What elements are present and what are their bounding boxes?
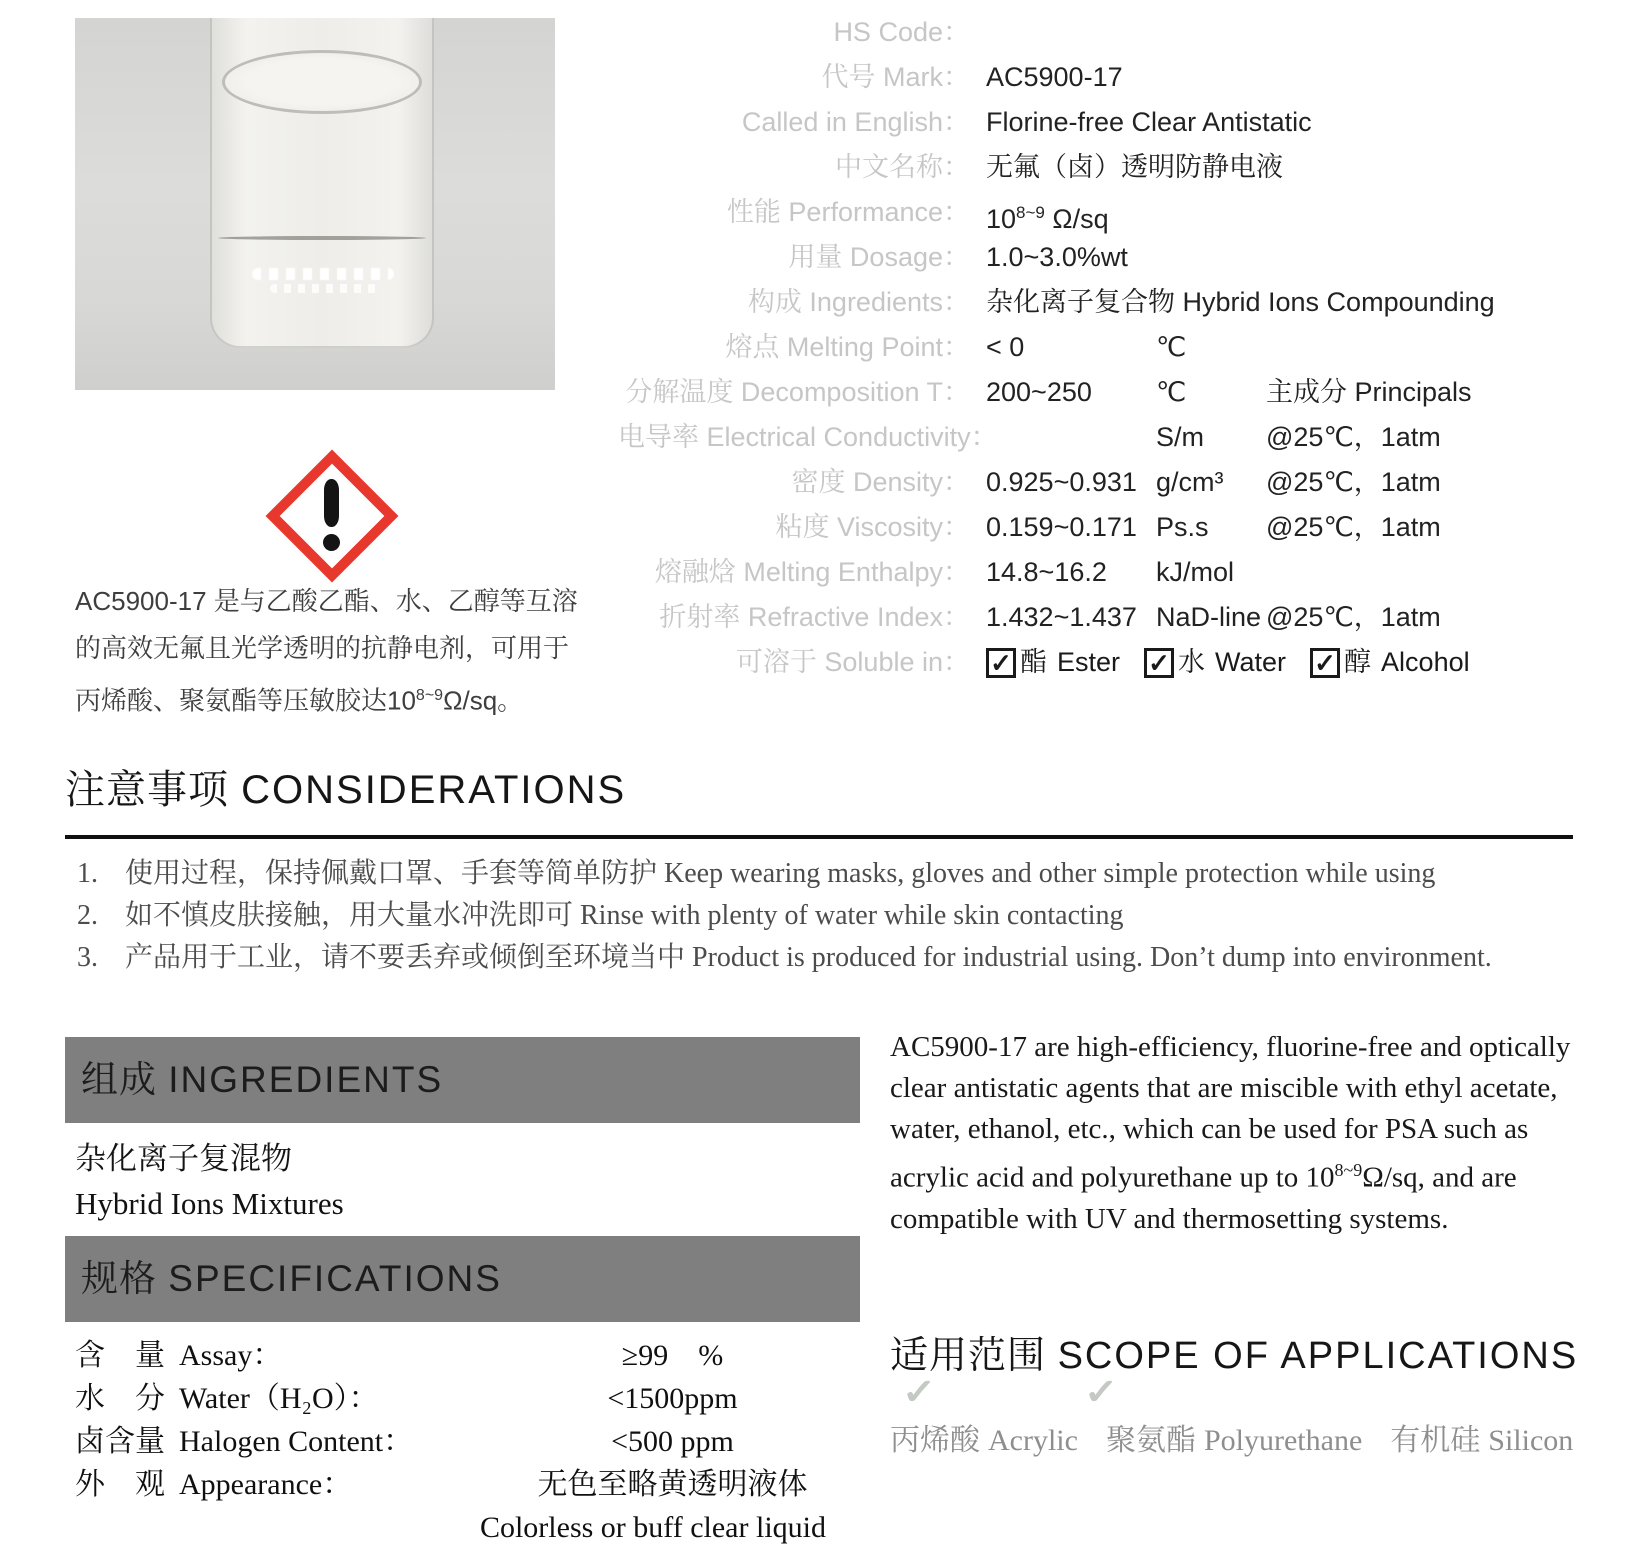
row-label: 电导率 Electrical Conductivity： [618, 422, 998, 452]
ingredients-header-bar [65, 1037, 860, 1123]
row-label: 中文名称： [835, 152, 970, 182]
row-value-text: Florine-free Clear Antistatic [986, 107, 1312, 137]
row-unit [1156, 10, 1266, 55]
row-value [986, 280, 1495, 325]
ingredients-line-en: Hybrid Ions Mixtures [75, 1186, 344, 1221]
datasheet-row [618, 370, 1630, 415]
datasheet-row [618, 325, 1630, 370]
soluble-en-label: Ester [1057, 647, 1121, 677]
ingredients-title-cn: 组成 [81, 1059, 157, 1100]
scope-checkmarks [890, 1370, 1595, 1415]
row-unit: kJ/mol [1156, 557, 1235, 587]
check-icon: ✓ [901, 1370, 937, 1412]
scope-item-cn: 丙烯酸 [890, 1423, 980, 1457]
row-value [986, 55, 1156, 100]
row-value [986, 550, 1156, 595]
scope-item-en: Silicon [1488, 1423, 1574, 1457]
overview-tail: Ω/sq, and are compatible with UV and thermosetting systems. [890, 1161, 1517, 1235]
row-unit: g/cm³ [1156, 467, 1224, 497]
spec-label-cn: 水 分 [75, 1382, 165, 1415]
scope-item [890, 1415, 1078, 1459]
checked-checkbox-icon: ✓ [1144, 648, 1174, 678]
datasheet-row [618, 505, 1630, 550]
description-tail: Ω/sq。 [443, 685, 524, 716]
overview-text: AC5900-17 are high-efficiency, fluorine-free and optically clear antistatic agents that are miscible with ethyl acetate, water, ethanol, etc., which can be used for PSA such as acrylic acid and polyurethane up to 10 [890, 1031, 1571, 1194]
row-value [986, 10, 1156, 55]
row-unit [1156, 55, 1266, 100]
soluble-items [986, 640, 1470, 685]
datasheet-row [618, 415, 1630, 460]
scope-title [890, 1324, 1595, 1379]
soluble-cn-label: 水 [1178, 647, 1206, 677]
checked-checkbox-icon: ✓ [1310, 648, 1340, 678]
ingredients-specifications-section [65, 1037, 860, 1544]
spec-label-cn: 卤含量 [75, 1425, 165, 1458]
row-value-sup: 8~9 [1016, 203, 1045, 222]
check-icon: ✓ [1083, 1370, 1119, 1412]
row-unit [1495, 280, 1605, 325]
spec-label-en: Assay： [179, 1339, 283, 1372]
soluble-cn-label: 醇 [1344, 647, 1372, 677]
exclamation-bar [324, 479, 339, 527]
row-value-text: 杂化离子复合物 Hybrid Ions Compounding [986, 287, 1495, 317]
datasheet-row [618, 595, 1630, 640]
specifications-title-cn: 规格 [81, 1258, 157, 1299]
spec-value: <1500ppm [607, 1382, 738, 1415]
description-sup: 8~9 [415, 687, 444, 704]
clear-liquid-vial [210, 18, 434, 348]
row-label: 构成 Ingredients： [747, 287, 970, 317]
scope-of-applications [890, 1324, 1595, 1459]
consideration-number: 1. [77, 858, 98, 889]
scope-item [1106, 1415, 1362, 1459]
product-photo [75, 18, 555, 390]
row-value-text: 200~250 [986, 377, 1092, 407]
soluble-cn-label: 酯 [1020, 647, 1047, 677]
row-value [986, 370, 1156, 415]
consideration-number: 3. [77, 942, 98, 973]
row-label: HS Code： [833, 17, 970, 47]
row-note: @25℃，1atm [1266, 602, 1441, 632]
row-value-text: < 0 [986, 332, 1025, 362]
spec-label [65, 1420, 485, 1463]
specifications-header-bar [65, 1236, 860, 1322]
row-value [986, 460, 1156, 505]
spec-label-cn: 外 观 [75, 1468, 165, 1501]
soluble-en-label: Water [1215, 647, 1287, 677]
row-unit: ℃ [1156, 377, 1187, 407]
overview-scope-section [890, 1027, 1595, 1459]
consideration-text: 如不慎皮肤接触，用大量水冲洗即可 Rinse with plenty of water while skin contacting [125, 900, 1124, 931]
vial-sparkles-2 [270, 284, 380, 293]
soluble-en-label: Alcohol [1381, 647, 1470, 677]
scope-item-en: Polyurethane [1203, 1423, 1363, 1457]
considerations-title-en: CONSIDERATIONS [241, 768, 627, 812]
spec-value: ≥99 % [621, 1339, 724, 1372]
spec-label [65, 1377, 485, 1420]
spec-label-cn: 含 量 [75, 1339, 165, 1372]
soluble-in-row [618, 640, 1630, 685]
row-note: @25℃，1atm [1266, 512, 1441, 542]
consideration-item [65, 853, 1573, 895]
checked-checkbox-icon: ✓ [986, 648, 1016, 678]
datasheet-row [618, 190, 1630, 235]
row-value-text: 14.8~16.2 [986, 557, 1107, 587]
scope-item-en: Acrylic [988, 1423, 1078, 1457]
overview-paragraph [890, 1027, 1595, 1240]
datasheet-row [618, 550, 1630, 595]
spec-value: 无色至略黄透明液体 [537, 1468, 808, 1501]
row-value [986, 190, 1156, 235]
spec-row [65, 1377, 860, 1420]
row-value-text: 无氟（卤）透明防静电液 [986, 152, 1283, 182]
overview-sup: 8~9 [1334, 1160, 1363, 1180]
datasheet-row [618, 100, 1630, 145]
row-note: 主成分 Principals [1266, 377, 1472, 407]
row-label: 密度 Density： [791, 467, 970, 497]
specifications-title-en: SPECIFICATIONS [168, 1258, 502, 1299]
scope-item-cn: 有机硅 [1390, 1423, 1481, 1457]
spec-label [65, 1463, 485, 1506]
row-unit: NaD-line [1156, 602, 1262, 632]
row-label: 可溶于 Soluble in： [735, 647, 970, 677]
row-unit: S/m [1156, 422, 1205, 452]
section-divider [65, 835, 1573, 839]
spec-row [65, 1463, 860, 1506]
ingredients-title-en: INGREDIENTS [168, 1059, 444, 1100]
datasheet-row [618, 145, 1630, 190]
spec-label-en: Water（H₂O）： [179, 1382, 379, 1415]
considerations-section [65, 758, 1573, 979]
spec-row [65, 1420, 860, 1463]
product-description-cn [75, 578, 590, 725]
row-unit [1156, 190, 1266, 235]
row-unit [1312, 100, 1422, 145]
datasheet-row [618, 10, 1630, 55]
row-label: Called in English： [741, 107, 970, 137]
soluble-item [1310, 640, 1470, 685]
exclamation-icon [266, 450, 396, 580]
liquid-surface [222, 50, 422, 114]
row-label: 用量 Dosage： [788, 242, 970, 272]
soluble-item [1144, 640, 1286, 685]
row-unit: Ps.s [1156, 512, 1209, 542]
exclamation-dot [323, 534, 340, 551]
specifications-rows [65, 1334, 860, 1544]
vial-sparkles [252, 268, 394, 280]
datasheet-row [618, 460, 1630, 505]
row-unit [1283, 145, 1393, 190]
row-value [986, 145, 1283, 190]
row-value-text: 0.159~0.171 [986, 512, 1137, 542]
scope-item [1390, 1415, 1573, 1459]
row-label: 代号 Mark： [821, 62, 970, 92]
spec-label-en: Appearance： [179, 1468, 353, 1501]
row-unit: ℃ [1156, 332, 1187, 362]
vial-bottom-line [218, 236, 426, 240]
spec-row [65, 1334, 860, 1377]
row-label: 折射率 Refractive Index： [659, 602, 970, 632]
row-label: 粘度 Viscosity： [775, 512, 970, 542]
spec-label [65, 1334, 485, 1377]
datasheet-row [618, 280, 1630, 325]
row-label: 熔融焓 Melting Enthalpy： [654, 557, 970, 587]
consideration-item [65, 895, 1573, 937]
row-value [986, 505, 1156, 550]
considerations-title [65, 758, 1573, 815]
row-value-text: 0.925~0.931 [986, 467, 1137, 497]
row-value [986, 235, 1156, 280]
considerations-list [65, 853, 1573, 979]
scope-title-cn: 适用范围 [890, 1334, 1047, 1377]
consideration-text: 使用过程，保持佩戴口罩、手套等简单防护 Keep wearing masks, gloves and other simple protection while using [125, 858, 1436, 889]
row-label: 分解温度 Decomposition T： [625, 377, 970, 407]
ingredients-line-cn: 杂化离子复混物 [75, 1141, 292, 1176]
considerations-title-cn: 注意事项 [65, 768, 229, 812]
soluble-item [986, 640, 1120, 685]
row-value-text: 1.0~3.0%wt [986, 242, 1128, 272]
row-value-text: AC5900-17 [986, 62, 1123, 92]
row-value [986, 325, 1156, 370]
consideration-number: 2. [77, 900, 98, 931]
row-note: @25℃，1atm [1266, 467, 1441, 497]
ghs-exclamation-pictogram [266, 450, 396, 580]
row-value [986, 415, 1156, 460]
datasheet-row [618, 55, 1630, 100]
row-value [986, 100, 1312, 145]
row-label: 性能 Performance： [726, 197, 970, 227]
row-value-text: 10 [986, 204, 1017, 234]
scope-title-en: SCOPE OF APPLICATIONS [1057, 1334, 1579, 1377]
row-value-tail: Ω/sq [1044, 204, 1109, 234]
appearance-extra-line: Colorless or buff clear liquid [479, 1511, 826, 1544]
row-unit [1156, 235, 1266, 280]
description-text: AC5900-17 是与乙酸乙酯、水、乙醇等互溶的高效无氟且光学透明的抗静电剂，可用于丙烯酸、聚氨酯等压敏胶达10 [75, 586, 578, 716]
datasheet-row [618, 235, 1630, 280]
row-value [986, 595, 1156, 640]
consideration-text: 产品用于工业，请不要丢弃或倾倒至环境当中 Product is produced for industrial using. Don’t dump into environment. [125, 942, 1492, 973]
spec-value: <500 ppm [611, 1425, 734, 1458]
row-value-text: 1.432~1.437 [986, 602, 1137, 632]
scope-items [890, 1415, 1595, 1459]
spec-label-en: Halogen Content： [179, 1425, 414, 1458]
scope-item-cn: 聚氨酯 [1105, 1423, 1196, 1457]
row-label: 熔点 Melting Point： [725, 332, 970, 362]
consideration-item [65, 937, 1573, 979]
row-note: @25℃，1atm [1266, 422, 1441, 452]
datasheet-table [618, 10, 1630, 685]
